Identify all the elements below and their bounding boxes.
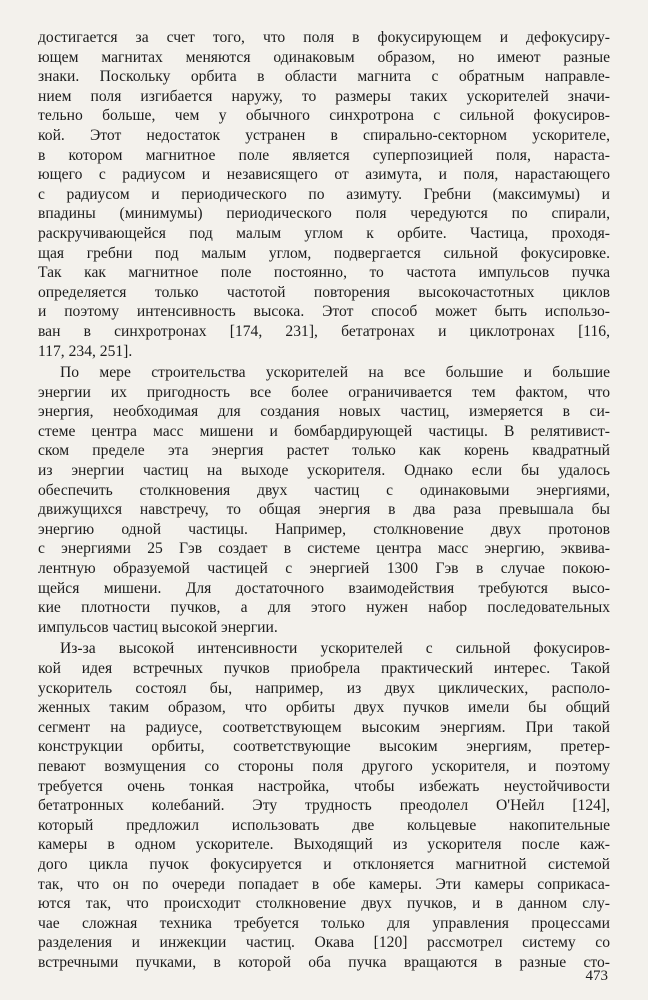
text-line: кой. Этот недостаток устранен в спирально-секторном ускорителе, (38, 126, 610, 144)
text-line: певают возмущения со стороны поля другого ускорителя, и поэтому (38, 757, 610, 775)
text-line: встречными пучками, в которой оба пучка вращаются в разные сто- (38, 953, 610, 971)
text-line: обеспечить столкновения двух частиц с одинаковыми энергиями, (38, 481, 610, 499)
text-line: в котором магнитное поле является суперпозицией поля, нараста- (38, 146, 610, 164)
text-line: требуется очень тонкая настройка, чтобы избежать неустойчивости (38, 777, 610, 795)
text-line: сегмент на радиусе, соответствующем высоким энергиям. При такой (38, 718, 610, 736)
text-line: ван в синхротронах [174, 231], бетатронах и циклотронах [116, (38, 322, 610, 340)
text-line: энергия, необходимая для создания новых частиц, измеряется в си- (38, 403, 610, 421)
text-line: впадины (минимумы) периодического поля чередуются по спирали, (38, 205, 610, 223)
text-line: с энергиями 25 Гэв создает в системе центра масс энергию, эквива- (38, 540, 610, 558)
text-line: 117, 234, 251]. (38, 342, 133, 360)
text-line: По мере строительства ускорителей на все большие и большие (60, 364, 610, 382)
paragraph-3 (38, 639, 610, 972)
page-body (38, 28, 610, 973)
text-line: чае сложная техника требуется только для управления процессами (38, 914, 610, 932)
text-line: энергии их пригодность все более ограничивается тем фактом, что (38, 383, 610, 401)
text-line: который предложил использовать две кольцевые накопительные (38, 816, 610, 834)
text-line: ском пределе эта энергия растет только как корень квадратный (38, 442, 610, 460)
text-line: стеме центра масс мишени и бомбардирующей частицы. В релятивист- (38, 422, 610, 440)
text-line: ются так, что происходит столкновение двух пучков, и в данном слу- (38, 895, 610, 913)
text-line: достигается за счет того, что поля в фокусирующем и дефокусиру- (38, 29, 610, 46)
text-line: разделения и инжекции частиц. Окава [120] рассмотрел систему со (38, 934, 610, 952)
text-line: так, что он по очереди попадает в обе камеры. Эти камеры соприкаса- (38, 875, 610, 893)
text-line: конструкции орбиты, соответствующие высоким энергиям, претер- (38, 738, 610, 756)
text-line: бетатронных колебаний. Эту трудность преодолел О'Нейл [124], (38, 797, 610, 815)
text-line: и поэтому интенсивность высока. Этот способ может быть использо- (38, 303, 610, 321)
text-line: Из-за высокой интенсивности ускорителей с сильной фокусиров- (60, 640, 610, 658)
text-line: Так как магнитное поле постоянно, то частота импульсов пучка (38, 264, 610, 282)
text-line: лентную образуемой частицей с энергией 1300 Гэв в случае покою- (38, 560, 610, 578)
text-line: нием поля изгибается наружу, то размеры таких ускорителей значи- (38, 87, 610, 105)
text-line: щая гребни под малым углом, подвергается сильной фокусировке. (38, 244, 610, 262)
text-line: энергию одной частицы. Например, столкновение двух протонов (38, 520, 610, 538)
text-line: знаки. Поскольку орбита в области магнита с обратным направле- (38, 68, 610, 86)
text-line: щейся мишени. Для достаточного взаимодействия требуются высо- (38, 579, 610, 597)
paragraph-1 (38, 28, 610, 361)
text-line: импульсов частиц высокой энергии. (38, 618, 278, 636)
text-line: кие плотности пучков, а для этого нужен набор последовательных (38, 599, 610, 617)
text-line: с радиусом и периодического по азимуту. Гребни (максимумы) и (38, 185, 610, 203)
paragraph-2 (38, 363, 610, 637)
text-line: тельно больше, чем у обычного синхротрона с сильной фокусиров- (38, 107, 610, 125)
text-line: из энергии частиц на выходе ускорителя. Однако если бы удалось (38, 462, 610, 480)
text-line: движущихся навстречу, то общая энергия в два раза превышала бы (38, 501, 610, 519)
text-line: женных таким образом, что орбиты двух пучков имели бы общий (38, 699, 610, 717)
text-line: раскручивающейся под малым углом к орбите. Частица, проходя- (38, 224, 610, 242)
text-line: дого цикла пучок фокусируется и отклоняется магнитной системой (38, 855, 610, 873)
page-number: 473 (585, 968, 608, 984)
text-line: определяется только частотой повторения высокочастотных циклов (38, 283, 610, 301)
text-line: кой идея встречных пучков приобрела практический интерес. Такой (38, 660, 610, 677)
text-line: ющем магнитах меняются одинаковым образом, но имеют разные (38, 48, 610, 66)
text-line: ющего с радиусом и независящего от азимута, и поля, нарастающего (38, 166, 610, 184)
text-line: камеры в одном ускорителе. Выходящий из ускорителя после каж- (38, 836, 610, 854)
text-line: ускоритель состоял бы, например, из двух циклических, располо- (38, 679, 610, 697)
